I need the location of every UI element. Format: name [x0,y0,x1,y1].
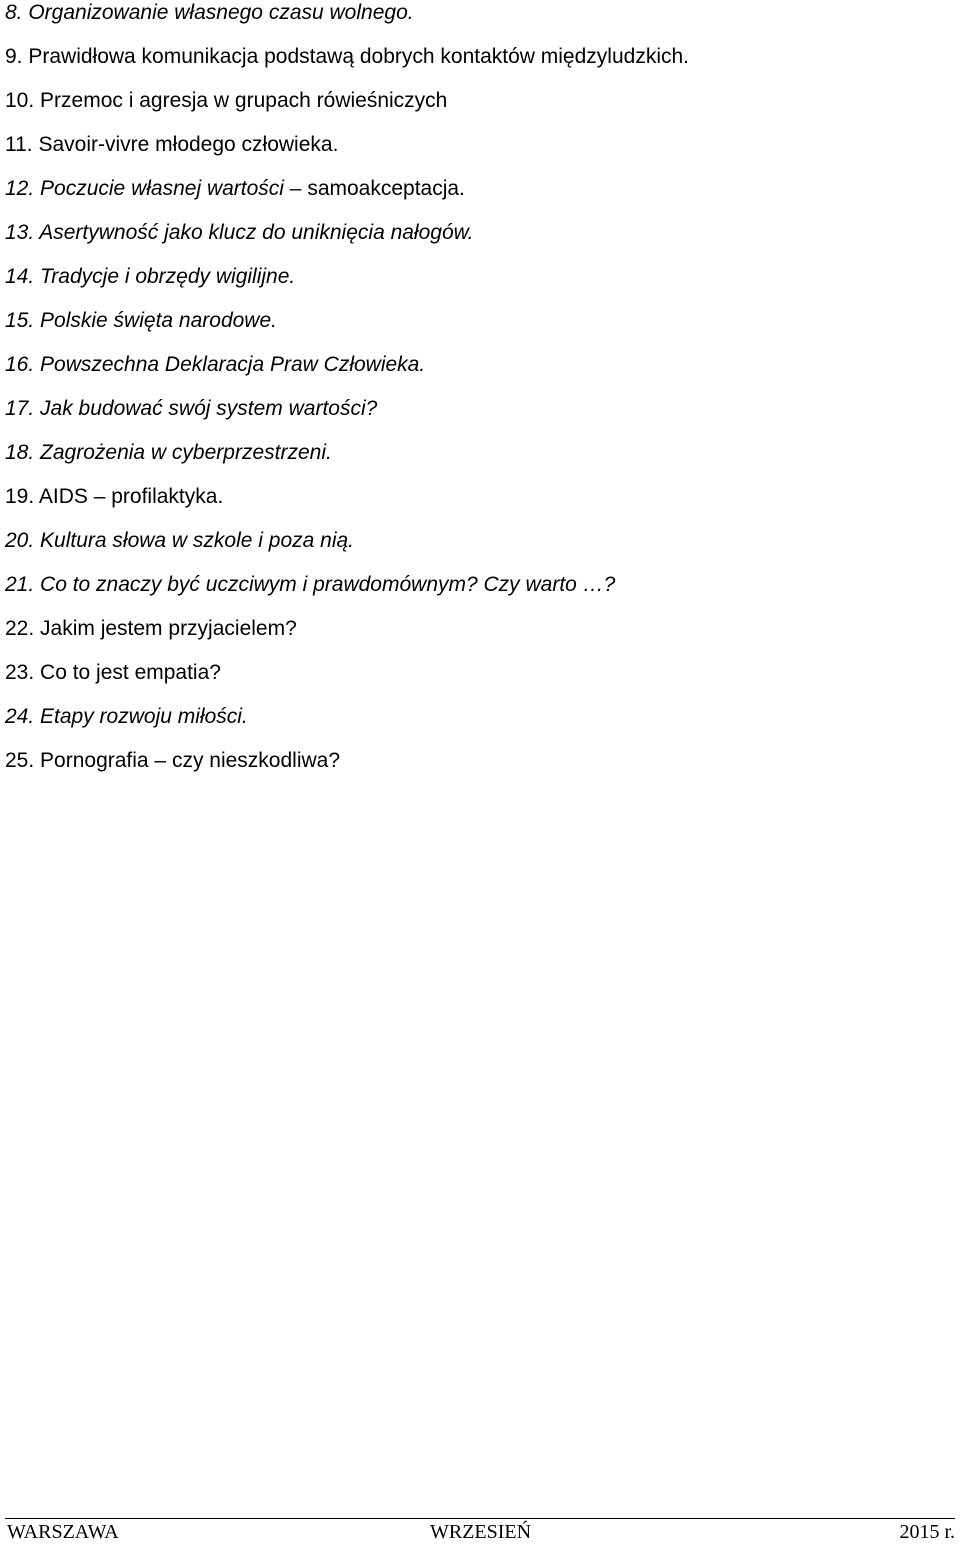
list-item: 13. Asertywność jako klucz do uniknięcia nałogów. [5,221,474,244]
list-item: 24. Etapy rozwoju miłości. [5,705,248,728]
list-item-upright-part: samoakceptacja. [307,177,465,200]
list-item: 11. Savoir-vivre młodego człowieka. [5,133,339,156]
list-item: 21. Co to znaczy być uczciwym i prawdomównym? Czy warto …? [5,573,616,596]
list-item-italic-part: 12. Poczucie własnej wartości – [5,177,308,200]
list-item: 18. Zagrożenia w cyberprzestrzeni. [5,441,332,464]
topic-list [5,0,689,792]
footer-city: WARSZAWA [7,1521,119,1543]
list-item: 19. AIDS – profilaktyka. [5,485,224,508]
list-item [5,176,689,220]
list-item: 23. Co to jest empatia? [5,661,221,684]
list-item: 15. Polskie święta narodowe. [5,309,277,332]
list-item: 10. Przemoc i agresja w grupach rówieśniczych [5,89,448,112]
list-item: 22. Jakim jestem przyjacielem? [5,617,297,640]
list-item: 8. Organizowanie własnego czasu wolnego. [5,1,414,24]
footer-month: WRZESIEŃ [430,1521,532,1543]
list-item: 14. Tradycje i obrzędy wigilijne. [5,265,296,288]
list-item: 20. Kultura słowa w szkole i poza nią. [5,529,355,552]
list-item: 17. Jak budować swój system wartości? [5,397,378,420]
list-item: 16. Powszechna Deklaracja Praw Człowieka. [5,353,426,376]
list-item: 9. Prawidłowa komunikacja podstawą dobrych kontaktów międzyludzkich. [5,45,689,68]
page-footer [5,1518,955,1544]
footer-year: 2015 r. [899,1521,955,1543]
list-item: 25. Pornografia – czy nieszkodliwa? [5,749,341,772]
